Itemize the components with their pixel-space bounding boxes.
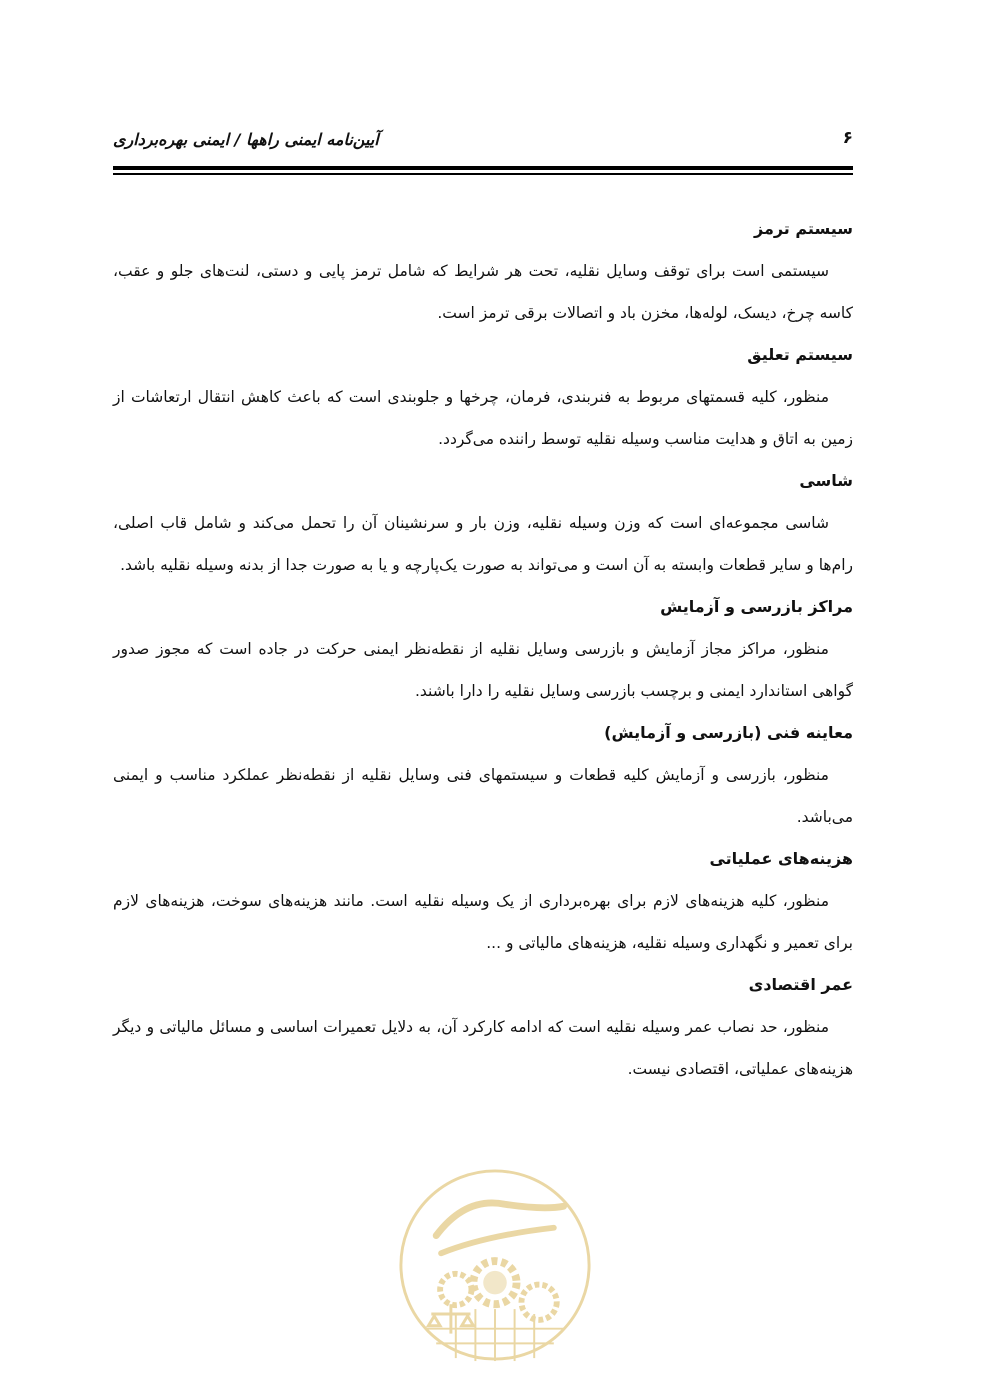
section-heading: سیستم ترمز	[753, 219, 853, 238]
section-paragraph: منظور، حد نصاب عمر وسیله نقلیه است که ادامه کارکرد آن، به دلایل تعمیرات اساسی و مسائل مالیاتی و دیگر هزینه‌های عملیاتی، اقتصادی نیست.	[113, 1018, 853, 1078]
document-body	[113, 208, 853, 1090]
section-paragraph: منظور، کلیه هزینه‌های لازم برای بهره‌برداری از یک وسیله نقلیه است. مانند هزینه‌های سوخت، هزینه‌های لازم برای تعمیر و نگهداری وسیله نقلیه، هزینه‌های مالیاتی و ...	[113, 892, 853, 952]
page-header	[113, 128, 853, 158]
grid-pattern	[426, 1309, 563, 1361]
section-paragraph: منظور، مراکز مجاز آزمایش و بازرسی وسایل نقلیه از نقطه‌نظر ایمنی حرکت در جاده است که مجوز صدور گواهی استاندارد ایمنی و برچسب بازرسی وسایل نقلیه را دارا باشند.	[113, 640, 853, 700]
section-paragraph: شاسی مجموعه‌ای است که وزن وسیله نقلیه، وزن بار و سرنشینان آن را تحمل می‌کند و شامل قاب اصلی، رام‌ها و سایر قطعات وابسته به آن است و می‌تواند به صورت یک‌پارچه و یا به صورت جدا از بدنه وسیله نقلیه باشد.	[113, 514, 853, 574]
gear-icon-left	[440, 1274, 471, 1305]
section-paragraph: سیستمی است برای توقف وسایل نقلیه، تحت هر شرایط که شامل ترمز پایی و دستی، لنت‌های جلو و عقب، کاسه چرخ، دیسک، لوله‌ها، مخزن باد و اتصالات برقی ترمز است.	[113, 262, 853, 322]
section-heading: معاینه فنی (بازرسی و آزمایش)	[604, 723, 853, 742]
section-heading: هزینه‌های عملیاتی	[709, 849, 853, 868]
gear-icon	[473, 1261, 516, 1304]
gear-icon-right	[521, 1285, 556, 1320]
section-heading: شاسی	[799, 471, 853, 490]
section-paragraph: منظور، کلیه قسمتهای مربوط به فنربندی، فرمان، چرخها و جلوبندی است که باعث کاهش انتقال ارتعاشات از زمین به اتاق و هدایت مناسب وسیله نقلیه توسط راننده می‌گردد.	[113, 388, 853, 448]
header-rule	[113, 166, 853, 170]
section-brake-system	[113, 208, 853, 334]
section-inspection-centers	[113, 586, 853, 712]
section-economic-life	[113, 964, 853, 1090]
header-rule-thin	[113, 173, 853, 175]
watermark-logo	[397, 1167, 593, 1363]
section-heading: سیستم تعلیق	[747, 345, 853, 364]
page-number: ۶	[842, 128, 853, 148]
section-paragraph: منظور، بازرسی و آزمایش کلیه قطعات و سیستمهای فنی وسایل نقلیه از نقطه‌نظر عملکرد مناسب و ایمنی می‌باشد.	[113, 766, 853, 826]
section-operating-costs	[113, 838, 853, 964]
section-chassis	[113, 460, 853, 586]
section-heading: عمر اقتصادی	[748, 975, 853, 994]
section-suspension-system	[113, 334, 853, 460]
running-title: آیین‌نامه ایمنی راهها / ایمنی بهره‌برداری	[113, 130, 379, 149]
section-technical-inspection	[113, 712, 853, 838]
section-heading: مراکز بازرسی و آزمایش	[660, 597, 853, 616]
